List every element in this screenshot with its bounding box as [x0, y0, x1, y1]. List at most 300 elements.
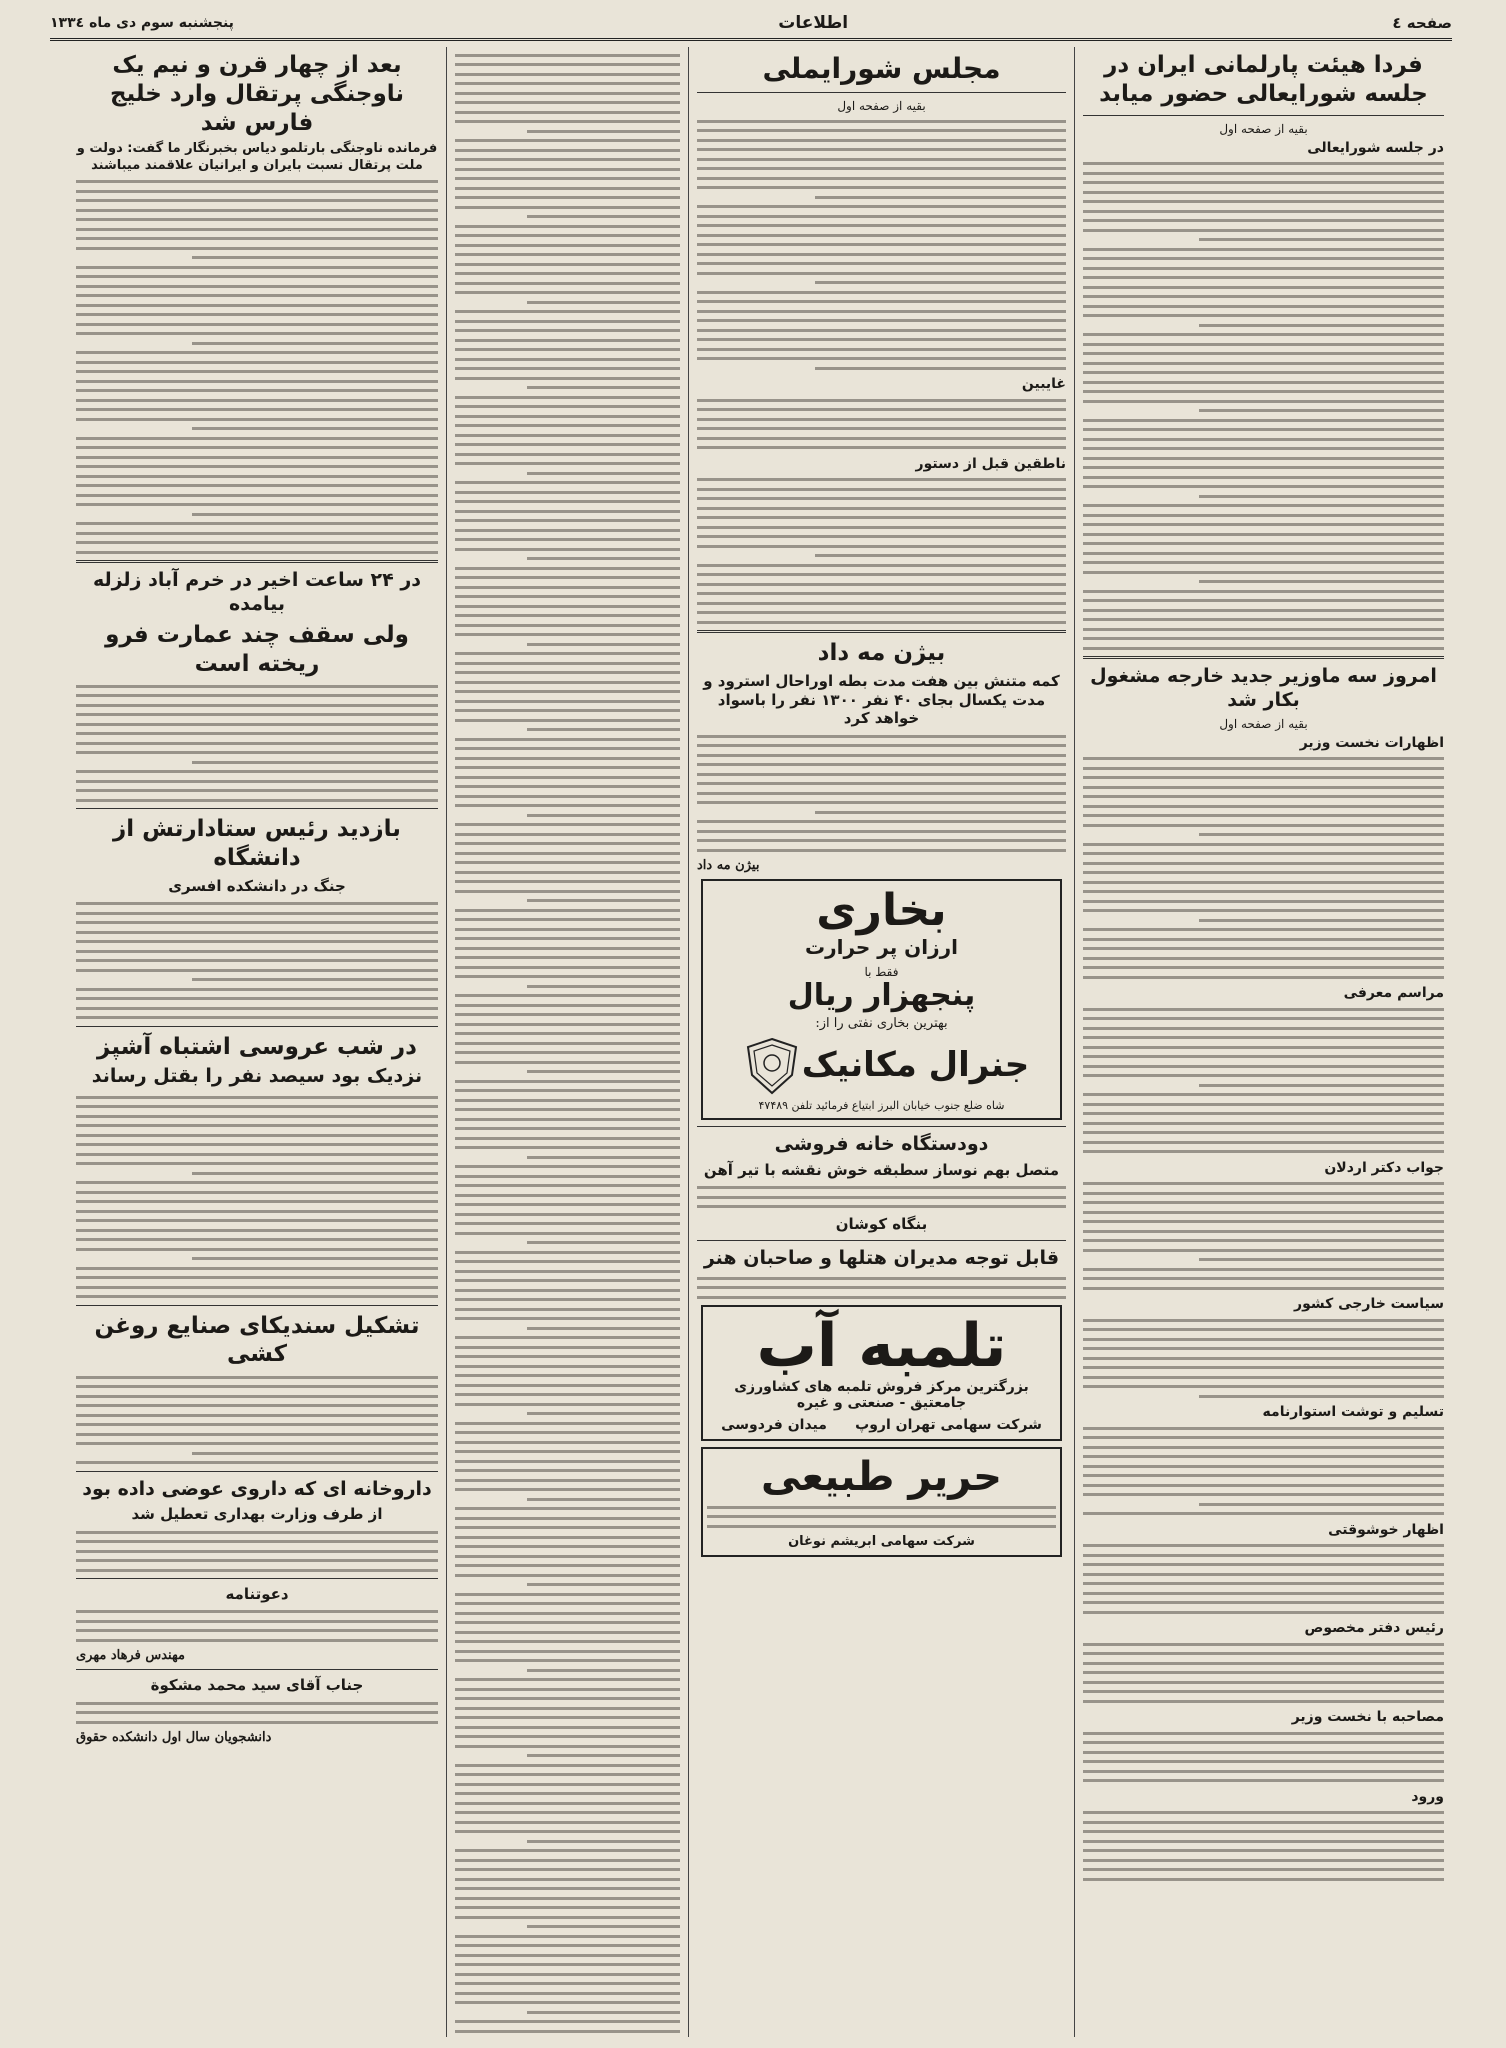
- ad-heater: [701, 879, 1062, 1120]
- text-line: [76, 1639, 438, 1642]
- text-line: [76, 704, 438, 707]
- ad-pump-sub: بزرگترین مرکز فروش تلمبه های کشاورزی جامعتیق - صنعتی و غیره: [734, 1379, 1029, 1412]
- subhead-introduction: مراسم معرفی: [1343, 985, 1444, 1001]
- text-line: [455, 1431, 680, 1434]
- text-line: [455, 1374, 680, 1377]
- text-line: [455, 462, 680, 465]
- text-line: [455, 1574, 680, 1577]
- text-line: [76, 218, 438, 221]
- text-line: [1083, 1493, 1444, 1496]
- text-line: [455, 244, 680, 247]
- text-line: [455, 500, 680, 503]
- text-line: [76, 380, 438, 383]
- text-line: [1199, 324, 1444, 327]
- subhead-satisfaction: اظهار خوشوقتی: [1328, 1521, 1444, 1538]
- text-line: [527, 1669, 680, 1672]
- text-line: [455, 719, 680, 722]
- text-line: [455, 871, 680, 874]
- text-line: [1083, 210, 1444, 213]
- text-line: [527, 899, 680, 902]
- text-line: [76, 1629, 438, 1632]
- text-line: [697, 516, 1066, 519]
- text-line: [455, 1222, 680, 1225]
- text-line: [1083, 286, 1444, 289]
- text-line: [76, 799, 438, 802]
- text-line: [1083, 200, 1444, 203]
- text-line: [1083, 843, 1444, 846]
- text-line: [76, 275, 438, 278]
- text-line: [455, 538, 680, 541]
- text-line: [455, 491, 680, 494]
- text-line: [1083, 928, 1444, 931]
- ad-pump: [701, 1305, 1062, 1441]
- text-line: [1199, 580, 1444, 583]
- text-line: [455, 918, 680, 921]
- text-line: [527, 301, 680, 304]
- text-line: [527, 1241, 680, 1244]
- article-text: [1083, 1643, 1444, 1703]
- subhead-absentees: غایبین: [1021, 376, 1066, 392]
- text-line: [1083, 1201, 1444, 1204]
- text-line: [527, 215, 680, 218]
- text-line: [76, 1124, 438, 1127]
- text-line: [455, 966, 680, 969]
- text-line: [1083, 1017, 1444, 1020]
- text-line: [76, 285, 438, 288]
- text-line: [697, 583, 1066, 586]
- text-line: [76, 950, 438, 953]
- text-line: [697, 1286, 1066, 1289]
- text-line: [76, 780, 438, 783]
- text-line: [1083, 1036, 1444, 1039]
- text-line: [455, 947, 680, 950]
- text-line: [455, 1526, 680, 1529]
- text-line: [455, 1422, 680, 1425]
- text-line: [76, 199, 438, 202]
- text-line: [1083, 1268, 1444, 1271]
- text-line: [455, 1403, 680, 1406]
- text-line: [76, 912, 438, 915]
- text-line: [1199, 1395, 1444, 1398]
- text-line: [1083, 1868, 1444, 1871]
- text-line: [76, 694, 438, 697]
- text-line: [455, 1973, 680, 1976]
- text-line: [76, 266, 438, 269]
- text-line: [697, 830, 1066, 833]
- text-line: [76, 1461, 438, 1464]
- text-line: [455, 1593, 680, 1596]
- text-line: [76, 1238, 438, 1241]
- text-line: [455, 671, 680, 674]
- text-line: [455, 1868, 680, 1871]
- text-line: [455, 1545, 680, 1548]
- headline-delegation: فردا هیئت پارلمانی ایران در جلسه شورایعالی حضور میابد: [1099, 52, 1428, 107]
- text-line: [697, 545, 1066, 548]
- text-line: [76, 1385, 438, 1388]
- text-line: [697, 507, 1066, 510]
- text-line: [455, 377, 680, 380]
- text-line: [455, 1118, 680, 1121]
- text-line: [1083, 871, 1444, 874]
- text-line: [455, 1137, 680, 1140]
- text-line: [1083, 1512, 1444, 1515]
- article-text: [76, 902, 438, 1019]
- text-line: [1083, 1220, 1444, 1223]
- text-line: [1083, 1821, 1444, 1824]
- text-line: [455, 652, 680, 655]
- text-line: [697, 611, 1066, 614]
- text-line: [455, 785, 680, 788]
- text-line: [455, 1270, 680, 1273]
- text-line: [527, 643, 680, 646]
- text-line: [455, 1726, 680, 1729]
- text-line: [455, 1631, 680, 1634]
- text-line: [1083, 1811, 1444, 1814]
- continued-note-2: بقیه از صفحه اول: [1219, 716, 1308, 731]
- text-line: [76, 1143, 438, 1146]
- ad-heater-address: شاه ضلع جنوب خیابان البرز ابتیاع فرمائید تلفن ۴۷۴۸۹: [758, 1099, 1005, 1113]
- text-line: [697, 849, 1066, 852]
- text-line: [455, 329, 680, 332]
- text-line: [527, 2011, 680, 2014]
- text-line: [76, 1181, 438, 1184]
- text-line: [697, 1296, 1066, 1299]
- headline-pharmacy: داروخانه ای که داروی عوضی داده بود: [82, 1477, 432, 1500]
- text-line: [697, 139, 1066, 142]
- text-line: [455, 1612, 680, 1615]
- text-line: [455, 1289, 680, 1292]
- text-line: [1083, 219, 1444, 222]
- text-line: [76, 1229, 438, 1232]
- text-line: [697, 348, 1066, 351]
- text-line: [1083, 1287, 1444, 1290]
- text-line: [455, 614, 680, 617]
- ad-house-body: متصل بهم نوساز سطبقه خوش نقشه با تیر آهن: [703, 1161, 1060, 1180]
- text-line: [455, 909, 680, 912]
- text-line: [76, 902, 438, 905]
- text-line: [455, 206, 680, 209]
- subhead-speakers: ناطقین قبل از دستور: [915, 455, 1066, 472]
- article-signature: بیژن مه داد: [697, 858, 760, 873]
- text-line: [76, 1200, 438, 1203]
- text-line: [1083, 1436, 1444, 1439]
- text-line: [1083, 1141, 1444, 1144]
- text-line: [455, 1935, 680, 1938]
- article-text: [1083, 1319, 1444, 1398]
- text-line: [697, 839, 1066, 842]
- text-line: [697, 592, 1066, 595]
- ad-house-title: دودستگاه خانه فروشی: [774, 1133, 989, 1156]
- text-line: [1083, 1611, 1444, 1614]
- text-line: [76, 940, 438, 943]
- thanks-signature: دانشجویان سال اول دانشکده حقوق: [76, 1730, 272, 1745]
- text-line: [455, 1897, 680, 1900]
- text-line: [455, 443, 680, 446]
- text-line: [1083, 609, 1444, 612]
- headline-warship: بعد از چهار قرن و نیم یک ناوجنگی پرتقال وارد خلیج فارس شد: [109, 52, 405, 136]
- text-line: [697, 418, 1066, 421]
- text-line: [76, 370, 438, 373]
- text-line: [455, 158, 680, 161]
- text-line: [455, 757, 680, 760]
- text-line: [76, 522, 438, 525]
- text-line: [697, 291, 1066, 294]
- text-line: [527, 1412, 680, 1415]
- text-line: [455, 766, 680, 769]
- text-line: [1083, 1878, 1444, 1881]
- text-line: [815, 554, 1066, 557]
- text-line: [455, 139, 680, 142]
- text-line: [455, 1678, 680, 1681]
- text-line: [455, 92, 680, 95]
- text-line: [1083, 504, 1444, 507]
- text-line: [455, 1194, 680, 1197]
- ad-heater-brand: جنرال مکانیک: [801, 1044, 1030, 1085]
- text-line: [455, 82, 680, 85]
- text-line: [455, 928, 680, 931]
- text-line: [1083, 1770, 1444, 1773]
- headline-earthquake-b: ولی سقف چند عمارت فرو ریخته است: [105, 621, 409, 677]
- text-line: [1083, 1347, 1444, 1350]
- text-line: [192, 761, 438, 764]
- text-line: [455, 576, 680, 579]
- text-line: [455, 253, 680, 256]
- text-line: [455, 1061, 680, 1064]
- text-line: [697, 820, 1066, 823]
- text-line: [527, 814, 680, 817]
- text-line: [455, 1773, 680, 1776]
- text-line: [455, 994, 680, 997]
- text-line: [76, 313, 438, 316]
- text-line: [697, 621, 1066, 624]
- text-line: [1083, 1112, 1444, 1115]
- text-line: [76, 294, 438, 297]
- text-line: [76, 237, 438, 240]
- text-line: [1083, 1065, 1444, 1068]
- text-line: [1083, 1338, 1444, 1341]
- text-line: [455, 1830, 680, 1833]
- text-line: [76, 1550, 438, 1553]
- text-line: [1199, 238, 1444, 241]
- text-line: [1083, 900, 1444, 903]
- text-line: [455, 823, 680, 826]
- text-line: [455, 681, 680, 684]
- text-line: [455, 567, 680, 570]
- text-line: [1083, 571, 1444, 574]
- text-line: [1083, 485, 1444, 488]
- text-line: [697, 754, 1066, 757]
- text-line: [697, 148, 1066, 151]
- text-line: [697, 224, 1066, 227]
- text-line: [1083, 628, 1444, 631]
- text-line: [455, 1859, 680, 1862]
- subhead-arrival: ورود: [1411, 1788, 1444, 1805]
- text-line: [455, 1175, 680, 1178]
- ad-silk-title: حریر طبیعی: [761, 1454, 1002, 1501]
- text-line: [76, 1620, 438, 1623]
- text-line: [697, 167, 1066, 170]
- text-line: [455, 1811, 680, 1814]
- text-line: [455, 880, 680, 883]
- headline-majlis: مجلس شورایملی: [762, 52, 1001, 85]
- text-line: [455, 73, 680, 76]
- text-line: [1083, 1074, 1444, 1077]
- text-line: [1083, 814, 1444, 817]
- text-line: [1083, 618, 1444, 621]
- text-line: [1083, 352, 1444, 355]
- column-parliament-delegation: [1074, 47, 1452, 2037]
- text-line: [76, 959, 438, 962]
- text-line: [1083, 381, 1444, 384]
- subhead-council: در جلسه شورایعالی: [1307, 139, 1444, 156]
- text-line: [527, 1583, 680, 1586]
- text-line: [76, 988, 438, 991]
- text-line: [455, 263, 680, 266]
- text-line: [1083, 1277, 1444, 1280]
- text-line: [1083, 1211, 1444, 1214]
- text-line: [76, 1115, 438, 1118]
- ad-heater-price-prefix: فقط با: [864, 965, 899, 980]
- text-line: [455, 187, 680, 190]
- headline-wedding: در شب عروسی اشتباه آشپز: [97, 1033, 417, 1060]
- text-line: [455, 519, 680, 522]
- text-line: [455, 1944, 680, 1947]
- text-line: [1083, 1544, 1444, 1547]
- text-line: [455, 937, 680, 940]
- article-text: [697, 120, 1066, 370]
- text-line: [697, 408, 1066, 411]
- text-line: [1083, 1008, 1444, 1011]
- text-line: [1083, 1662, 1444, 1665]
- text-line: [76, 751, 438, 754]
- text-line: [1083, 767, 1444, 770]
- text-line: [76, 323, 438, 326]
- text-line: [455, 1745, 680, 1748]
- text-line: [76, 1559, 438, 1562]
- text-line: [455, 339, 680, 342]
- article-text: [76, 180, 438, 554]
- text-line: [76, 465, 438, 468]
- text-line: [455, 101, 680, 104]
- text-line: [697, 253, 1066, 256]
- continued-note: بقیه از صفحه اول: [837, 99, 926, 113]
- text-line: [455, 348, 680, 351]
- ad-text: [697, 1277, 1066, 1299]
- text-line: [455, 1355, 680, 1358]
- text-line: [76, 1721, 438, 1724]
- text-line: [455, 1393, 680, 1396]
- text-line: [455, 272, 680, 275]
- text-line: [697, 399, 1066, 402]
- text-line: [455, 1764, 680, 1767]
- text-line: [697, 329, 1066, 332]
- text-line: [1083, 514, 1444, 517]
- text-line: [192, 1172, 438, 1175]
- thanks-title: جناب آقای سید محمد مشکوة: [150, 1676, 364, 1695]
- ad-pump-title: تلمبه آب: [756, 1311, 1007, 1382]
- text-line: [192, 256, 438, 259]
- text-line: [455, 234, 680, 237]
- article-text: [1083, 1427, 1444, 1516]
- text-line: [455, 1441, 680, 1444]
- text-line: [76, 1153, 438, 1156]
- text-line: [455, 1089, 680, 1092]
- text-line: [76, 361, 438, 364]
- headline-syndicate: تشکیل سندیکای صنایع روغن کشی: [94, 1312, 420, 1368]
- text-line: [1083, 1582, 1444, 1585]
- text-line: [455, 529, 680, 532]
- text-line: [1083, 1601, 1444, 1604]
- text-line: [455, 1042, 680, 1045]
- text-line: [455, 1849, 680, 1852]
- text-line: [76, 1433, 438, 1436]
- text-line: [1083, 457, 1444, 460]
- text-line: [1083, 1249, 1444, 1252]
- text-line: [76, 723, 438, 726]
- text-line: [455, 1688, 680, 1691]
- text-line: [455, 510, 680, 513]
- text-line: [455, 2030, 680, 2033]
- invitation-title: دعوتنامه: [225, 1585, 289, 1603]
- text-line: [455, 1517, 680, 1520]
- text-line: [697, 120, 1066, 123]
- text-line: [455, 358, 680, 361]
- text-line: [1083, 976, 1444, 979]
- subhead-foreign-policy: سیاست خارجی کشور: [1294, 1296, 1444, 1312]
- text-line: [1083, 552, 1444, 555]
- text-line: [1083, 295, 1444, 298]
- text-line: [697, 262, 1066, 265]
- text-line: [455, 149, 680, 152]
- text-line: [76, 1569, 438, 1572]
- article-text: [76, 1376, 438, 1465]
- page-number: صفحه ٤: [1392, 14, 1452, 32]
- text-line: [76, 408, 438, 411]
- text-line: [455, 890, 680, 893]
- text-line: [1083, 1652, 1444, 1655]
- invitation-signature: مهندس فرهاد مهری: [76, 1648, 185, 1664]
- text-line: [76, 484, 438, 487]
- text-line: [1083, 637, 1444, 640]
- text-line: [455, 1080, 680, 1083]
- ad-pump-company: شرکت سهامی تهران اروپ: [855, 1417, 1042, 1434]
- text-line: [455, 852, 680, 855]
- text-line: [455, 1982, 680, 1985]
- text-line: [1083, 1046, 1444, 1049]
- text-line: [697, 158, 1066, 161]
- text-line: [76, 1219, 438, 1222]
- text-line: [76, 1531, 438, 1534]
- text-line: [76, 399, 438, 402]
- text-line: [76, 1711, 438, 1714]
- text-line: [455, 1802, 680, 1805]
- text-line: [76, 732, 438, 735]
- text-line: [455, 1963, 680, 1966]
- text-line: [697, 573, 1066, 576]
- text-line: [1083, 1055, 1444, 1058]
- text-line: [1083, 938, 1444, 941]
- text-line: [697, 1205, 1066, 1208]
- article-text: [76, 685, 438, 802]
- text-line: [815, 196, 1066, 199]
- column-majlis: [688, 47, 1074, 2037]
- text-line: [1083, 1681, 1444, 1684]
- continued-note: بقیه از صفحه اول: [1219, 121, 1308, 136]
- article-text: [1083, 757, 1444, 979]
- article-text: [1083, 162, 1444, 650]
- text-line: [76, 1395, 438, 1398]
- text-line: [697, 234, 1066, 237]
